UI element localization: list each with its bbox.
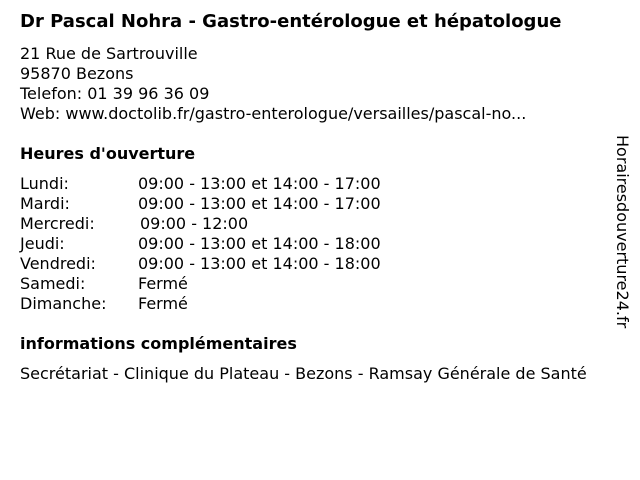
website-link[interactable]: Web: www.doctolib.fr/gastro-enterologue/versailles/pascal-no...: [20, 104, 527, 123]
hours-value: 09:00 - 12:00: [140, 214, 249, 233]
day-label: Samedi:: [20, 274, 86, 293]
street-address: 21 Rue de Sartrouville: [20, 44, 198, 63]
day-label: Mercredi:: [20, 214, 95, 233]
hours-value: 09:00 - 13:00 et 14:00 - 18:00: [138, 234, 381, 253]
hours-value: 09:00 - 13:00 et 14:00 - 17:00: [138, 174, 381, 193]
additional-info-text: Secrétariat - Clinique du Plateau - Bezons - Ramsay Générale de Santé: [20, 364, 587, 383]
site-watermark: Horairesdouverture24.fr: [613, 135, 632, 329]
address-block: [20, 44, 526, 124]
page-title: Dr Pascal Nohra - Gastro-entérologue et hépatologue: [20, 11, 562, 32]
hours-value: Fermé: [138, 294, 188, 313]
day-label: Dimanche:: [20, 294, 107, 313]
hours-value: 09:00 - 13:00 et 14:00 - 18:00: [138, 254, 381, 273]
hours-value: Fermé: [138, 274, 188, 293]
day-label: Lundi:: [20, 174, 69, 193]
additional-info-heading: informations complémentaires: [20, 334, 297, 353]
day-label: Mardi:: [20, 194, 70, 213]
day-label: Jeudi:: [20, 234, 65, 253]
day-label: Vendredi:: [20, 254, 96, 273]
hours-value: 09:00 - 13:00 et 14:00 - 17:00: [138, 194, 381, 213]
postal-city: 95870 Bezons: [20, 64, 134, 83]
phone-number: Telefon: 01 39 96 36 09: [20, 84, 210, 103]
opening-hours-heading: Heures d'ouverture: [20, 144, 196, 163]
